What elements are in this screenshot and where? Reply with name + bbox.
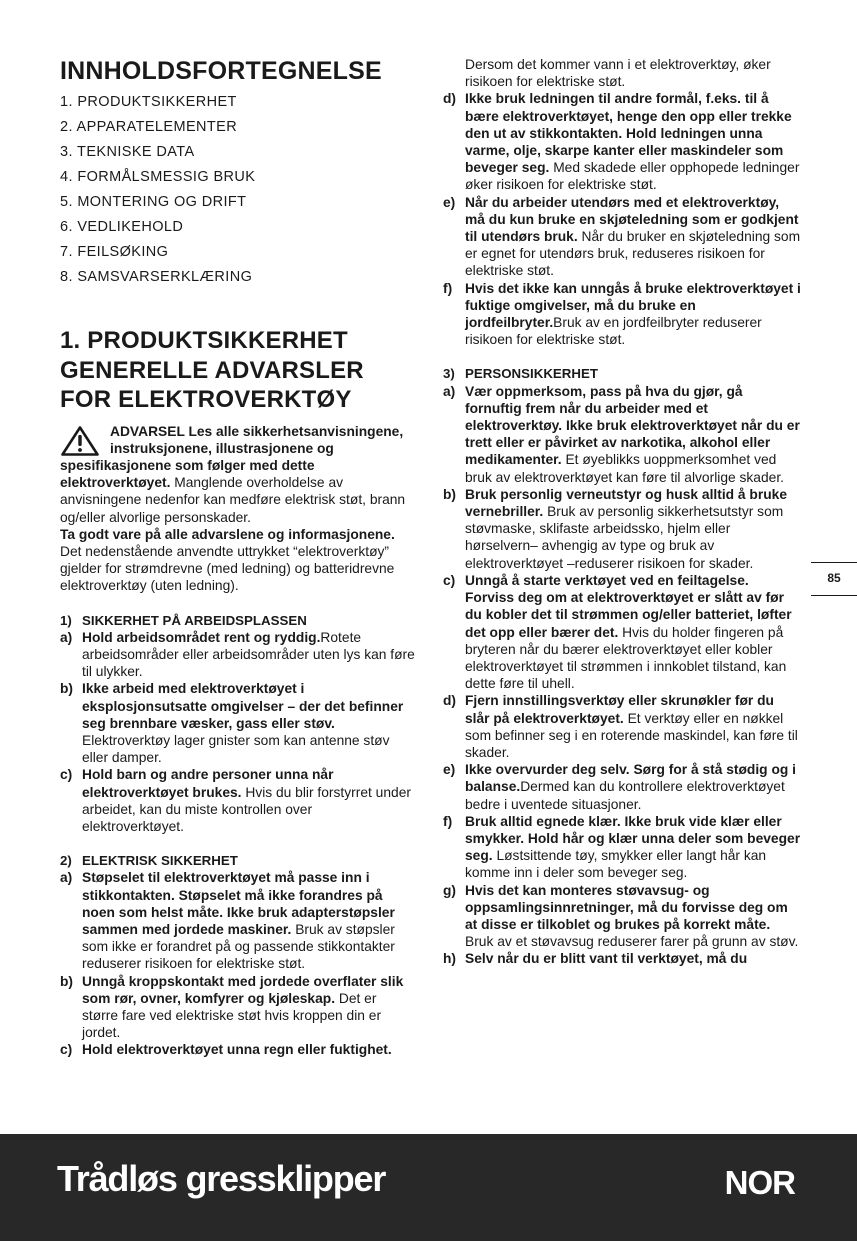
list-item <box>443 692 801 761</box>
list-item <box>443 882 801 951</box>
list-item <box>60 973 416 1042</box>
list-item <box>443 813 801 882</box>
item-letter: a) <box>443 383 456 399</box>
footer-product-title: Trådløs gressklipper <box>57 1158 386 1199</box>
list-item <box>443 90 801 193</box>
item-normal: Et verktøy eller en nøkkel som befinner seg i en roterende maskindel, kan føre til skader. <box>465 710 798 760</box>
item-bold: Hold elektroverktøyet unna regn eller fuktighet. <box>82 1042 392 1058</box>
item-normal: Dersom det kommer vann i et elektroverktøy, øker risikoen for elektriske støt. <box>465 57 771 90</box>
list-item <box>443 280 801 349</box>
item-bold: Vær oppmerksom, pass på hva du gjør, gå fornuftig frem når du arbeider med et elektroverktøy. Ikke bruk elektroverktøyet når du er trett eller er påvirket av narkotika, alkohol eller medikamenter. <box>465 383 800 468</box>
item-text <box>82 973 416 1042</box>
item-text <box>465 761 801 813</box>
item-text <box>82 869 416 972</box>
item-bold: Hold arbeidsområdet rent og ryddig. <box>82 629 321 645</box>
list-item-continuation <box>443 56 801 90</box>
page-number: 85 <box>811 562 857 596</box>
warning-bold-text: ADVARSEL Les alle sikkerhetsanvisningene, instruksjonene, illustrasjonene og spesifikasjonene som følger med dette elektroverktøyet. <box>60 423 404 491</box>
footer-bar <box>0 1134 857 1241</box>
toc-list <box>60 90 416 290</box>
item-bold: Unngå å starte verktøyet ved en feiltagelse. Forviss deg om at elektroverktøyet er slått av før du kobler det til strømmen og/eller batteriet, løfter det opp eller bærer det. <box>465 572 792 640</box>
item-letter: a) <box>60 870 73 886</box>
warning-triangle-icon <box>60 425 100 457</box>
item-normal: Bruk av støpsler som ikke er forandret på og passende stikkontakter reduserer risikoen for elektriske støt. <box>82 921 395 972</box>
item-letter: d) <box>443 693 457 709</box>
item-letter: d) <box>443 91 457 107</box>
item-text <box>82 680 416 766</box>
section-title-line: 1. PRODUKTSIKKERHET <box>60 327 348 354</box>
item-bold: Selv når du er blitt vant til verktøyet, må du <box>465 951 748 967</box>
group-title-text: PERSONSIKKERHET <box>465 366 598 382</box>
item-text <box>82 629 416 681</box>
list-item <box>443 761 801 813</box>
item-bold: Hold barn og andre personer unna når elektroverktøyet brukes. <box>82 767 334 800</box>
item-bold: Hvis det kan monteres støvavsug- og oppsamlingsinnretninger, må du forvisse deg om at disse er tilkoblet og brukes på korrekt måte. <box>465 882 788 932</box>
list-item <box>60 1041 416 1058</box>
group-title <box>443 365 801 382</box>
list-item <box>60 629 416 681</box>
warning-text: Manglende overholdelse av anvisningene nedenfor kan medføre elektrisk støt, brann og/eller alvorlige personskader. <box>60 475 406 525</box>
item-text <box>82 766 416 835</box>
section-title <box>60 326 416 415</box>
item-text <box>465 882 801 951</box>
group-personal-safety <box>443 365 801 967</box>
group-title-text: SIKKERHET PÅ ARBEIDSPLASSEN <box>82 612 307 628</box>
list-item <box>443 383 801 486</box>
group-title-text: ELEKTRISK SIKKERHET <box>82 853 238 869</box>
item-text <box>465 383 801 486</box>
item-bold: Unngå kroppskontakt med jordede overflater slik som rør, ovner, komfyrer og kjøleskap. <box>82 973 404 1006</box>
item-text <box>465 950 801 967</box>
item-letter: b) <box>60 681 74 697</box>
toc-item: 2. APPARATELEMENTER <box>60 119 238 135</box>
left-column <box>60 56 416 1059</box>
item-letter: f) <box>443 280 453 296</box>
item-letter: b) <box>443 486 457 502</box>
footer-language-code: NOR <box>724 1164 795 1201</box>
item-letter: c) <box>443 572 456 588</box>
section-title-line: FOR ELEKTROVERKTØY <box>60 386 352 413</box>
list-item <box>443 950 801 967</box>
list-item <box>60 680 416 766</box>
item-letter: e) <box>443 194 456 210</box>
item-bold: Når du arbeider utendørs med et elektroverktøy, må du kun bruke en skjøteledning som er godkjent til utendørs bruk. <box>465 194 799 245</box>
item-normal: Det er større fare ved elektriske støt hvis kroppen din er jordet. <box>82 990 382 1041</box>
group-title <box>60 612 416 629</box>
group-number: 3) <box>443 366 455 382</box>
item-normal: Bruk av et støvavsug reduserer farer på grunn av støv. <box>465 934 799 950</box>
list-item <box>60 766 416 835</box>
list-item <box>443 572 801 692</box>
note-paragraph <box>60 526 416 595</box>
group-number: 1) <box>60 612 72 628</box>
item-bold: Ikke overvurder deg selv. Sørg for å stå stødig og i balanse. <box>465 762 796 795</box>
item-normal: Løstsittende tøy, smykker eller langt hår kan komme inn i deler som beveger seg. <box>465 848 767 881</box>
item-text <box>465 486 801 572</box>
toc-item: 6. VEDLIKEHOLD <box>60 219 184 235</box>
toc-item: 1. PRODUKTSIKKERHET <box>60 94 237 110</box>
note-bold-text: Ta godt vare på alle advarslene og informasjonene. <box>60 526 395 542</box>
section-title-line: GENERELLE ADVARSLER <box>60 356 364 384</box>
item-bold: Hvis det ikke kan unngås å bruke elektroverktøyet i fuktige omgivelser, må du bruke en jordfeilbryter. <box>465 280 801 331</box>
note-text: Det nedenstående anvendte uttrykket “elektroverktøy” gjelder for strømdrevne (med ledning) og batteridrevne elektroverktøy (uten ledning). <box>60 543 395 594</box>
group-number: 2) <box>60 853 72 869</box>
list-item <box>443 194 801 280</box>
item-normal: Hvis du holder fingeren på bryteren når du bærer elektroverktøyet eller kobler elektroverktøyet til strømmen i innkoblet tilstand, kan dette føre til uhell. <box>465 624 787 692</box>
item-letter: c) <box>60 767 73 783</box>
item-normal: Hvis du blir forstyrret under arbeidet, kan du miste kontrollen over elektroverktøyet. <box>82 784 411 834</box>
item-normal: Elektroverktøy lager gnister som kan antenne støv eller damper. <box>82 732 390 766</box>
item-bold: Ikke arbeid med elektroverktøyet i eksplosjonsutsatte omgivelser – der det befinner seg brennbare væsker, gass eller støv. <box>82 681 404 731</box>
item-letter: h) <box>443 951 457 967</box>
item-text <box>465 90 801 193</box>
item-letter: f) <box>443 813 453 829</box>
list-item <box>60 869 416 972</box>
item-normal: Med skadede eller opphopede ledninger øker risikoen for elektriske støt. <box>465 160 800 193</box>
toc-item: 7. FEILSØKING <box>60 244 169 260</box>
item-letter: g) <box>443 882 457 898</box>
item-normal: Rotete arbeidsområder eller arbeidsområder uten lys kan føre til ulykker. <box>82 629 415 680</box>
item-bold: Bruk alltid egnede klær. Ikke bruk vide klær eller smykker. Hold hår og klær unna deler som beveger seg. <box>465 813 801 864</box>
item-normal: Dermed kan du kontrollere elektroverktøyet bedre i uventede situasjoner. <box>465 779 785 812</box>
toc-item: 8. SAMSVARSERKLÆRING <box>60 269 253 285</box>
item-letter: c) <box>60 1042 73 1058</box>
item-text <box>465 194 801 280</box>
item-normal: Bruk av personlig sikkerhetsutstyr som støvmaske, sklifaste arbeidssko, hjelm eller hørselvern– avhengig av type og bruk av elektroverktøyet –reduserer risikoen for skader. <box>465 504 784 571</box>
item-normal: Et øyeblikks uoppmerksomhet ved bruk av elektroverktøyet kan føre til alvorlige skader. <box>465 452 784 485</box>
toc-item: 4. FORMÅLSMESSIG BRUK <box>60 169 256 185</box>
group-workplace-safety <box>60 612 416 836</box>
item-bold: Ikke bruk ledningen til andre formål, f.eks. til å bære elektroverktøyet, henge den opp eller trekke den ut av stikkontakten. Hold ledningen unna varme, olje, skarpe kanter eller maskindeler som beveger seg. <box>465 91 792 176</box>
list-item <box>443 486 801 572</box>
item-text <box>465 813 801 882</box>
item-text <box>465 280 801 349</box>
item-normal: Når du bruker en skjøteledning som er egnet for utendørs bruk, reduseres risikoen for elektriske støt. <box>465 229 801 279</box>
toc-item: 3. TEKNISKE DATA <box>60 144 195 160</box>
group-electrical-safety <box>60 852 416 1058</box>
item-text <box>465 692 801 761</box>
group-title <box>60 852 416 869</box>
toc-title: INNHOLDSFORTEGNELSE <box>60 57 382 85</box>
item-letter: e) <box>443 762 456 778</box>
general-warning <box>60 423 416 526</box>
item-text <box>82 1041 416 1058</box>
item-text <box>465 572 801 692</box>
item-normal: Bruk av en jordfeilbryter reduserer risikoen for elektriske støt. <box>465 315 762 348</box>
toc-item: 5. MONTERING OG DRIFT <box>60 194 247 210</box>
item-letter: b) <box>60 973 74 989</box>
item-bold: Fjern innstillingsverktøy eller skrunøkler før du slår på elektroverktøyet. <box>465 693 774 726</box>
item-bold: Støpselet til elektroverktøyet må passe inn i stikkontakten. Støpselet må ikke forandres på noen som helst måte. Ikke bruk adapterstøpsler sammen med jordede maskiner. <box>82 870 395 937</box>
item-letter: a) <box>60 629 73 645</box>
item-bold: Bruk personlig verneutstyr og husk alltid å bruke vernebriller. <box>465 486 788 520</box>
right-column <box>443 56 801 968</box>
